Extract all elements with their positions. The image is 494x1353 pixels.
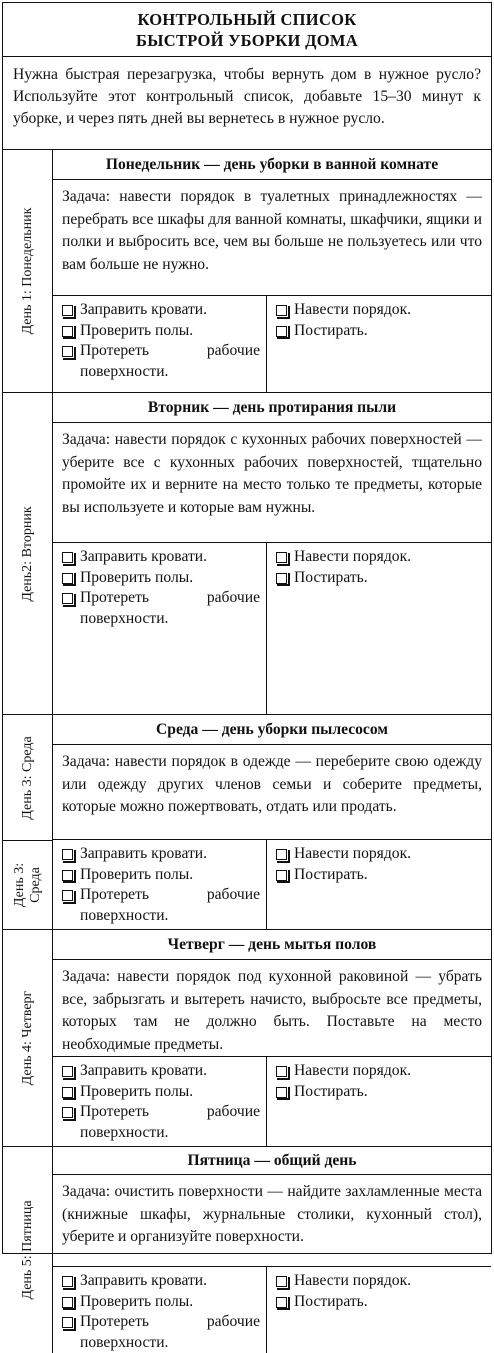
title-line-2: БЫСТРОЙ УБОРКИ ДОМА <box>136 30 358 50</box>
checkbox-icon[interactable] <box>276 870 287 881</box>
day-section-friday <box>3 1147 491 1353</box>
day-task: Задача: навести порядок под кухонной раковиной — убрать все, забрызгать и вытереть начисто, выбросьте все предметы, которых там не должно быть. Поставьте на место необходимые предметы. <box>53 960 491 1057</box>
checkbox-icon[interactable] <box>62 552 73 563</box>
checkbox-icon[interactable] <box>276 849 287 860</box>
day-side-label: День 3: Среда <box>19 735 35 820</box>
day-section-thursday <box>3 930 491 1147</box>
checklist <box>53 543 491 714</box>
checkbox-item[interactable]: Заправить кровати. <box>61 300 260 321</box>
checkbox-icon[interactable] <box>62 326 73 337</box>
day-heading: Понедельник — день уборки в ванной комнате <box>53 150 491 180</box>
day-heading: Среда — день уборки пылесосом <box>53 715 491 745</box>
checklist-left-column <box>53 296 267 392</box>
checkbox-item[interactable]: Протереть рабочие поверхности. <box>61 341 260 382</box>
checkbox-item[interactable]: Проверить полы. <box>61 1082 260 1103</box>
checkbox-icon[interactable] <box>62 890 73 901</box>
checklist <box>53 1057 491 1146</box>
checklist-right-column <box>267 840 491 929</box>
checklist-sheet <box>2 2 492 1351</box>
checklist <box>53 1267 491 1353</box>
checkbox-icon[interactable] <box>276 1066 287 1077</box>
title-line-1: КОНТРОЛЬНЫЙ СПИСОК <box>137 9 357 29</box>
day-task: Задача: навести порядок с кухонных рабочих поверхностей — уберите все с кухонных рабочих поверхностей, тщательно промойте их и верните на место только те предметы, которые вы используете и которые вам нужны. <box>53 423 491 543</box>
checkbox-icon[interactable] <box>276 1297 287 1308</box>
checkbox-icon[interactable] <box>62 593 73 604</box>
checkbox-icon[interactable] <box>62 1087 73 1098</box>
checklist-right-column <box>267 543 491 714</box>
checkbox-icon[interactable] <box>62 1317 73 1328</box>
checkbox-icon[interactable] <box>62 1276 73 1287</box>
day-side-label-cell <box>3 715 53 929</box>
checkbox-icon[interactable] <box>276 1276 287 1287</box>
checkbox-icon[interactable] <box>62 1107 73 1118</box>
day-side-label-cell <box>3 393 53 714</box>
checkbox-item[interactable]: Протереть рабочие поверхности. <box>61 1312 260 1353</box>
checkbox-icon[interactable] <box>62 1297 73 1308</box>
checkbox-item[interactable]: Заправить кровати. <box>61 547 260 568</box>
day-heading: Четверг — день мытья полов <box>53 930 491 960</box>
day-task: Задача: очистить поверхности — найдите захламленные места (книжные шкафы, журнальные столики, кухонный стол), уберите и организуйте поверхности. <box>53 1175 491 1267</box>
checkbox-icon[interactable] <box>62 849 73 860</box>
checkbox-icon[interactable] <box>62 1066 73 1077</box>
page-title <box>3 3 491 57</box>
checkbox-item[interactable]: Протереть рабочие поверхности. <box>61 1102 260 1143</box>
checklist-left-column <box>53 840 267 929</box>
checkbox-item[interactable]: Проверить полы. <box>61 1292 260 1313</box>
checkbox-icon[interactable] <box>276 1087 287 1098</box>
checkbox-icon[interactable] <box>62 870 73 881</box>
checkbox-icon[interactable] <box>62 305 73 316</box>
checkbox-icon[interactable] <box>276 573 287 584</box>
checkbox-item[interactable]: Навести порядок. <box>275 844 485 865</box>
day-section-wednesday <box>3 715 491 930</box>
checkbox-item[interactable]: Навести порядок. <box>275 300 485 321</box>
checkbox-item[interactable]: Заправить кровати. <box>61 1271 260 1292</box>
checkbox-item[interactable]: Проверить полы. <box>61 865 260 886</box>
checkbox-item[interactable]: Протереть рабочие поверхности. <box>61 588 260 629</box>
checkbox-item[interactable]: Постирать. <box>275 568 485 589</box>
checklist-left-column <box>53 1057 267 1146</box>
checkbox-item[interactable]: Навести порядок. <box>275 1061 485 1082</box>
intro-paragraph: Нужна быстрая перезагрузка, чтобы вернуть дом в нужное русло? Используйте этот контрольный список, добавьте 15–30 минут к уборке, и через пять дней вы вернетесь в нужное русло. <box>3 57 491 150</box>
day-side-label: День2: Вторник <box>19 505 35 602</box>
day-side-label: День 5: Пятница <box>19 1200 35 1300</box>
checkbox-item[interactable]: Заправить кровати. <box>61 1061 260 1082</box>
day-side-label-cell <box>3 1147 53 1353</box>
checklist <box>53 296 491 392</box>
checkbox-item[interactable]: Навести порядок. <box>275 1271 485 1292</box>
checkbox-item[interactable]: Заправить кровати. <box>61 844 260 865</box>
checkbox-icon[interactable] <box>276 305 287 316</box>
checkbox-icon[interactable] <box>62 573 73 584</box>
day-side-label: День 1: Понедельник <box>19 207 35 335</box>
checkbox-item[interactable]: Постирать. <box>275 1082 485 1103</box>
day-task: Задача: навести порядок в одежде — переберите свою одежду или одежду других членов семьи и соберите предметы, которые можно пожертвовать, отдать или продать. <box>53 745 491 840</box>
day-heading: Пятница — общий день <box>53 1147 491 1175</box>
checkbox-icon[interactable] <box>276 326 287 337</box>
checklist-left-column <box>53 543 267 714</box>
day-task: Задача: навести порядок в туалетных принадлежностях — перебрать все шкафы для ванной комнаты, шкафчики, ящики и полки и выбросить все, чем вы больше не пользуетесь или что вам больше не нужно. <box>53 180 491 296</box>
checkbox-item[interactable]: Проверить полы. <box>61 568 260 589</box>
day-section-tuesday <box>3 393 491 715</box>
day-side-label-cell <box>3 930 53 1146</box>
checklist-right-column <box>267 296 491 392</box>
checkbox-icon[interactable] <box>276 552 287 563</box>
checkbox-icon[interactable] <box>62 346 73 357</box>
checkbox-item[interactable]: Постирать. <box>275 865 485 886</box>
checklist-left-column <box>53 1267 267 1353</box>
checkbox-item[interactable]: Протереть рабочие поверхности. <box>61 885 260 926</box>
checkbox-item[interactable]: Постирать. <box>275 321 485 342</box>
checkbox-item[interactable]: Постирать. <box>275 1292 485 1313</box>
day-section-monday <box>3 150 491 393</box>
day-side-label-cell <box>3 150 53 392</box>
day-side-label-short: День 3: Среда <box>11 862 43 908</box>
checklist-right-column <box>267 1267 491 1353</box>
checkbox-item[interactable]: Навести порядок. <box>275 547 485 568</box>
day-side-label: День 4: Четверг <box>19 990 35 1086</box>
checklist <box>53 840 491 929</box>
day-heading: Вторник — день протирания пыли <box>53 393 491 423</box>
checkbox-item[interactable]: Проверить полы. <box>61 321 260 342</box>
checklist-right-column <box>267 1057 491 1146</box>
